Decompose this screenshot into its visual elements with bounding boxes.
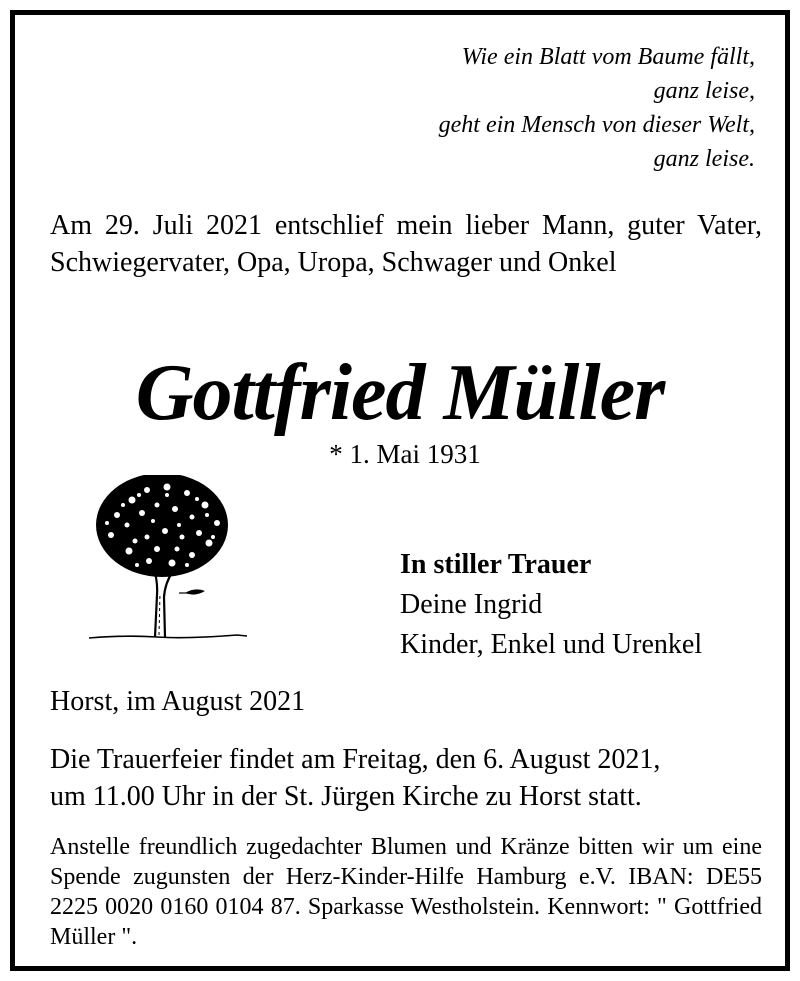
tree-icon: [87, 475, 257, 645]
place-date: Horst, im August 2021: [50, 686, 306, 717]
death-announcement-text: Am 29. Juli 2021 entschlief mein lieber Mann, guter Vater, Schwiegervater, Opa, Uropa, Schwager und Onkel: [50, 210, 762, 278]
mourner-line: Kinder, Enkel und Urenkel: [400, 629, 703, 660]
poem: [439, 40, 755, 176]
donation-notice: Anstelle freundlich zugedachter Blumen und Kränze bitten wir um eine Spende zugunsten der Herz-Kinder-Hilfe Hamburg e.V. IBAN: DE55 2225 0020 0160 0104 87. Sparkasse Westholstein. Kennwort: " Gottfried Müller ".: [50, 834, 762, 950]
mourning-heading: In stiller Trauer: [400, 549, 592, 580]
poem-line: ganz leise,: [653, 78, 755, 104]
mourning-block: [400, 545, 702, 665]
ceremony-line: um 11.00 Uhr in der St. Jürgen Kirche zu Horst statt.: [50, 781, 642, 812]
obituary-frame: [10, 10, 790, 971]
ceremony-info: [50, 741, 762, 815]
birth-date: * 1. Mai 1931: [329, 439, 481, 469]
mourner-line: Deine Ingrid: [400, 589, 543, 620]
deceased-name: Gottfried Müller: [135, 349, 665, 437]
poem-line: geht ein Mensch von dieser Welt,: [438, 112, 755, 138]
poem-line: ganz leise.: [653, 146, 755, 172]
ceremony-line: Die Trauerfeier findet am Freitag, den 6. August 2021,: [50, 744, 661, 775]
poem-line: Wie ein Blatt vom Baume fällt,: [461, 44, 755, 70]
